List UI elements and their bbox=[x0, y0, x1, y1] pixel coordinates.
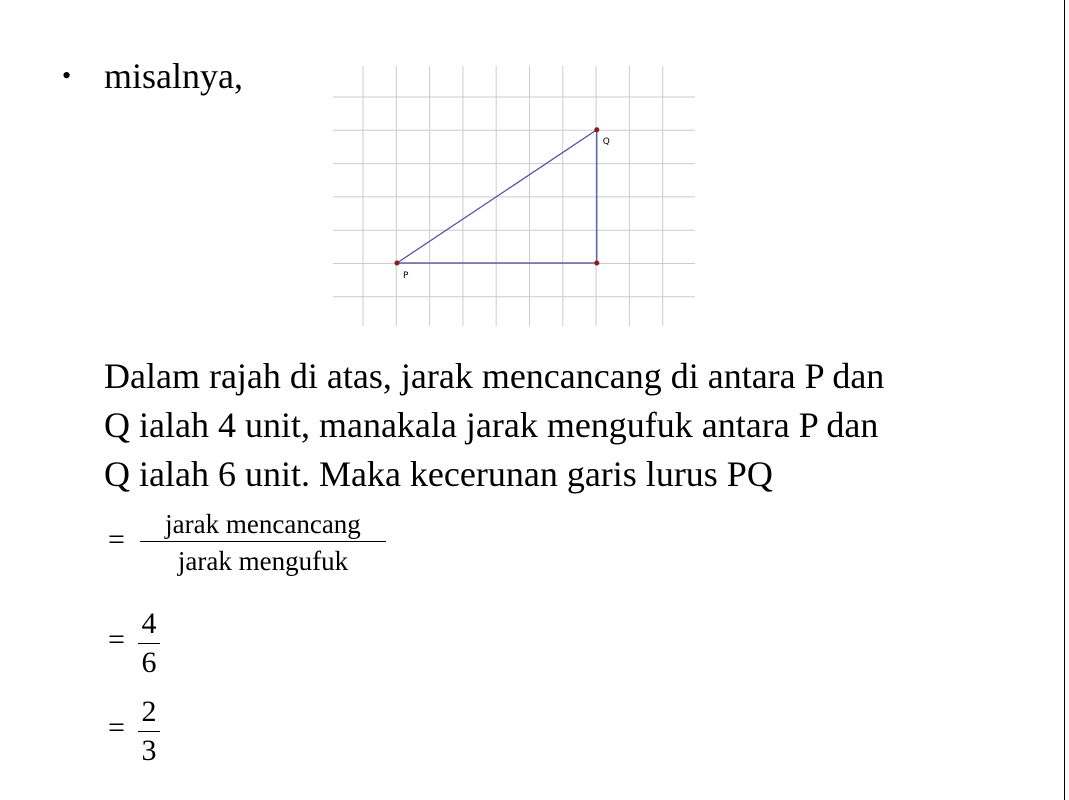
fraction bbox=[138, 605, 160, 682]
slide-right-border bbox=[1064, 0, 1065, 800]
explanation-paragraph bbox=[104, 352, 1044, 499]
equals-sign: = bbox=[108, 623, 125, 656]
grid-lines bbox=[333, 66, 695, 326]
fraction-numerator: 2 bbox=[141, 695, 157, 728]
triangle-grid-diagram bbox=[333, 66, 695, 326]
equals-sign: = bbox=[108, 523, 125, 556]
equals-sign: = bbox=[108, 711, 125, 744]
fraction-numerator: jarak mencancang bbox=[165, 509, 361, 539]
fraction bbox=[140, 507, 386, 580]
point-q-label: Q bbox=[602, 136, 610, 147]
fraction-denominator: jarak mengufuk bbox=[177, 546, 349, 576]
right-angle-vertex bbox=[594, 261, 599, 266]
fraction-denominator: 3 bbox=[141, 734, 157, 767]
paragraph-line: Q ialah 4 unit, manakala jarak mengufuk antara P dan bbox=[104, 405, 879, 445]
point-p-label: P bbox=[403, 271, 409, 281]
point-p bbox=[395, 261, 400, 266]
fraction-denominator: 6 bbox=[141, 646, 157, 679]
fraction-numerator: 4 bbox=[141, 607, 157, 640]
point-q bbox=[594, 127, 599, 132]
bullet-text: misalnya, bbox=[104, 56, 243, 96]
bullet-icon: • bbox=[62, 61, 72, 90]
fraction bbox=[138, 693, 160, 770]
paragraph-line: Q ialah 6 unit. Maka kecerunan garis lurus PQ bbox=[104, 454, 773, 494]
paragraph-line: Dalam rajah di atas, jarak mencancang di antara P dan bbox=[104, 356, 885, 396]
